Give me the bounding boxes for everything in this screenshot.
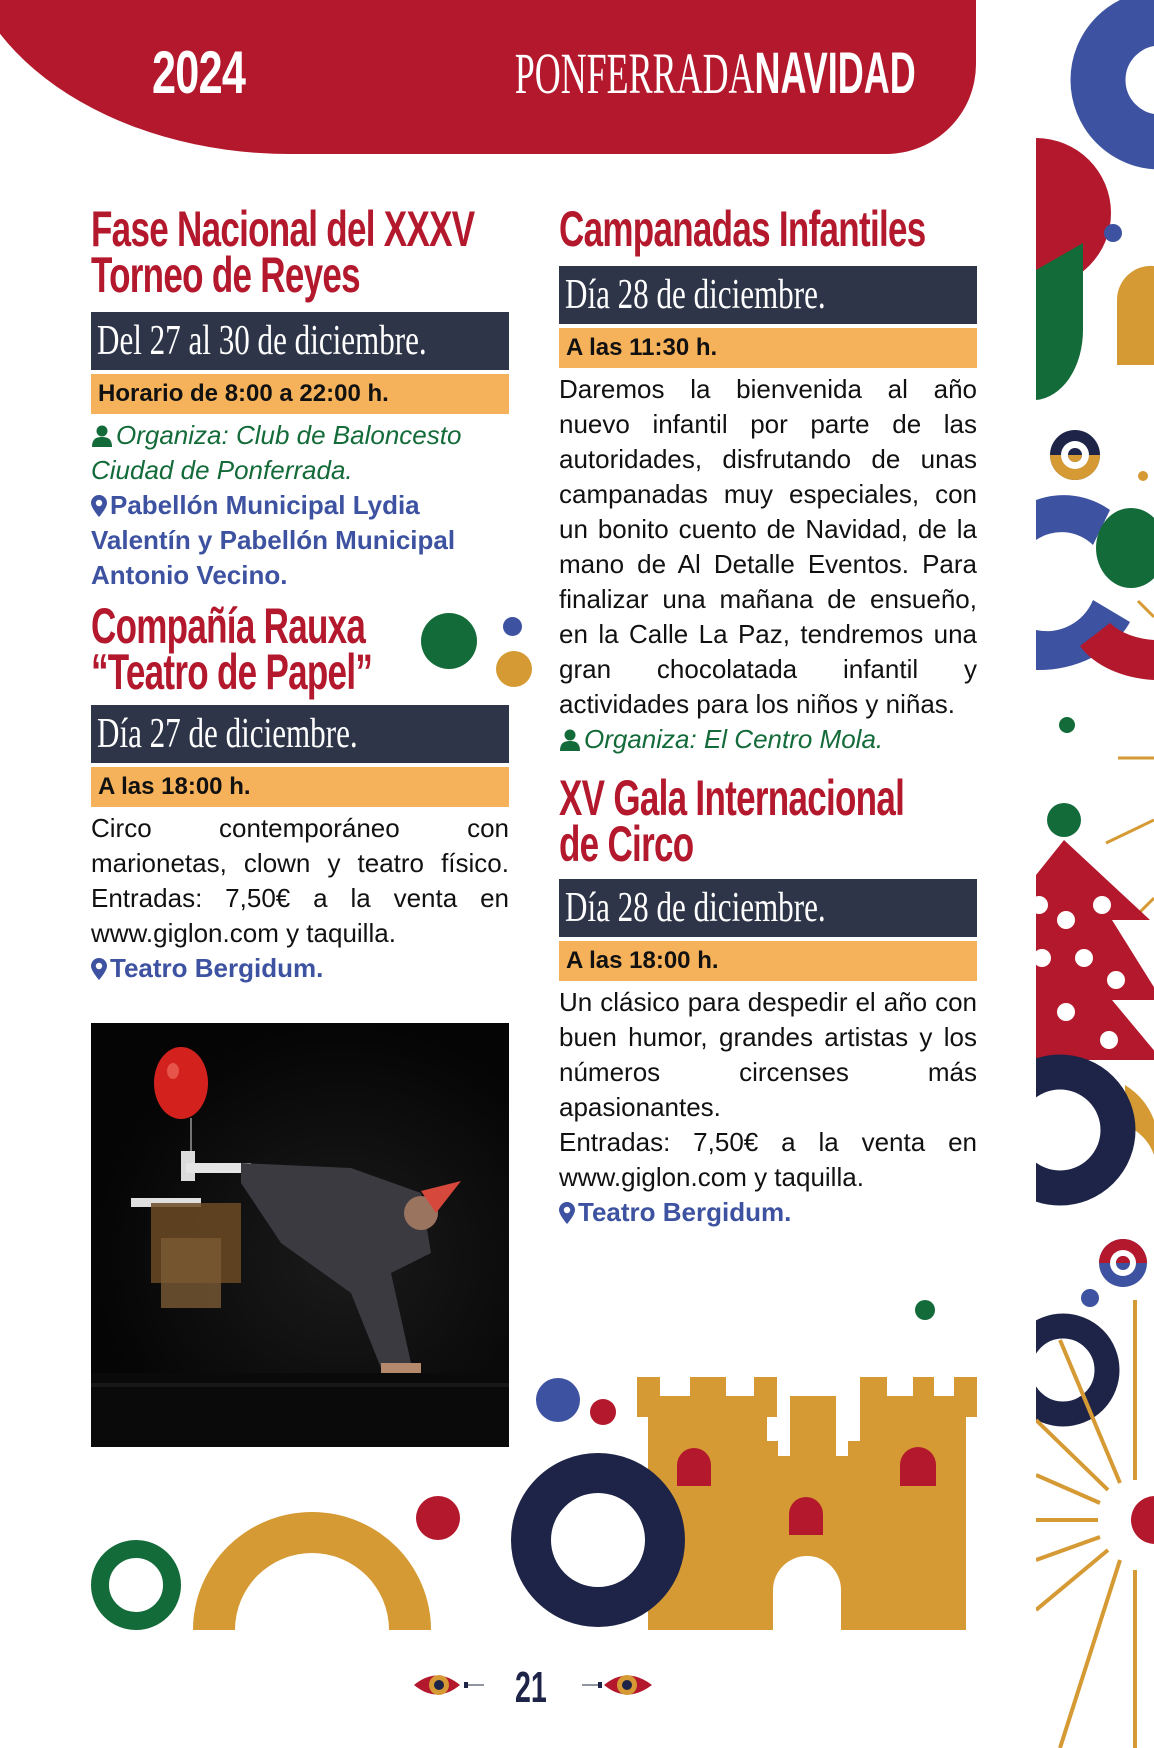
- event-time-bar: Horario de 8:00 a 22:00 h.: [91, 374, 509, 414]
- event-title: [91, 201, 509, 303]
- decor-castle-window: [900, 1447, 936, 1486]
- decor-castle-gate: [773, 1556, 841, 1630]
- event-time-bar: A las 18:00 h.: [559, 941, 977, 981]
- event-title: [559, 201, 977, 257]
- event-date-bar: [559, 266, 977, 324]
- decor-blue-dot: [536, 1378, 580, 1422]
- event-date-bar: [559, 879, 977, 937]
- ornament-right-icon: [582, 1668, 654, 1702]
- event-description: Un clásico para despedir el año con buen humor, grandes artistas y los números circenses más apasionantes.: [559, 987, 977, 1122]
- decor-castle-window: [677, 1448, 711, 1486]
- decor-green-ring: [100, 1549, 172, 1621]
- event-location: Teatro Bergidum.: [559, 1195, 977, 1230]
- event-organizer: Organiza: El Centro Mola.: [559, 722, 977, 757]
- event-date: Del 27 al 30 de diciembre.: [97, 318, 427, 364]
- event-title-line: XV Gala Internacional: [559, 770, 905, 826]
- event-title-line: Campanadas Infantiles: [559, 201, 926, 257]
- header-title-bold: NAVIDAD: [754, 41, 916, 106]
- event-date: Día 28 de diciembre.: [565, 885, 826, 931]
- person-icon: [91, 425, 113, 447]
- map-pin-icon: [91, 495, 107, 517]
- decor-red-dot: [416, 1496, 460, 1540]
- map-pin-icon: [91, 958, 107, 980]
- decor-green-dot: [915, 1300, 935, 1320]
- event-tickets: Entradas: 7,50€ a la venta en www.giglon.com y taquilla.: [559, 1127, 977, 1192]
- header-year: 2024: [152, 39, 246, 106]
- event-date-bar: [91, 705, 509, 763]
- decor-navy-ring: [531, 1473, 665, 1607]
- event-gala-circo: [559, 770, 977, 1230]
- event-description: Circo contemporáneo con marionetas, clown y teatro físico. Entradas: 7,50€ a la venta en www.giglon.com y taquilla.: [91, 813, 509, 948]
- event-time-bar: A las 11:30 h.: [559, 328, 977, 368]
- bottom-decoration: [0, 1280, 1036, 1650]
- decor-gold-arch: [193, 1512, 431, 1630]
- decor-green-dot: [421, 613, 477, 669]
- right-column: [559, 201, 977, 1230]
- person-icon: [559, 729, 581, 751]
- event-title: [559, 770, 977, 872]
- event-description: Daremos la bienvenida al año nuevo infantil por parte de las autoridades, disfrutando de unas campanadas muy especiales, con un bonito cuento de Navidad, de la mano de Al Detalle Eventos. Para finalizar una mañana de ensueño, en la Calle La Paz, tendremos una gran chocolatada infantil y actividades para los niños y niñas.: [559, 374, 977, 719]
- event-date: Día 27 de diciembre.: [97, 711, 358, 757]
- decor-castle-window: [789, 1497, 823, 1535]
- side-decoration: [1036, 0, 1154, 1748]
- event-campanadas-infantiles: [559, 201, 977, 757]
- header-title: [515, 40, 916, 107]
- page-number: 21: [515, 1663, 547, 1712]
- map-pin-icon: [559, 1202, 575, 1224]
- event-title-line: Fase Nacional del XXXV: [91, 201, 475, 257]
- event-date: Día 28 de diciembre.: [565, 272, 826, 318]
- left-column: [91, 201, 509, 986]
- event-location: Teatro Bergidum.: [91, 951, 509, 986]
- event-title-line: Compañía Rauxa: [91, 598, 366, 654]
- event-title-line: Torneo de Reyes: [91, 247, 360, 303]
- event-organizer: Organiza: Club de Baloncesto Ciudad de Ponferrada.: [91, 420, 462, 485]
- event-date-bar: [91, 312, 509, 370]
- event-time-bar: A las 18:00 h.: [91, 767, 509, 807]
- decor-blue-dot: [503, 617, 522, 636]
- event-title-line: “Teatro de Papel”: [91, 644, 373, 700]
- header-title-light: PONFERRADA: [515, 41, 755, 106]
- decor-red-small-dot: [590, 1399, 616, 1425]
- event-torneo-reyes: [91, 201, 509, 593]
- decor-gold-dot: [496, 651, 532, 687]
- ornament-left-icon: [412, 1668, 484, 1702]
- event-location: Pabellón Municipal Lydia Valentín y Pabellón Municipal Antonio Vecino.: [91, 490, 456, 590]
- event-title-line: de Circo: [559, 816, 694, 872]
